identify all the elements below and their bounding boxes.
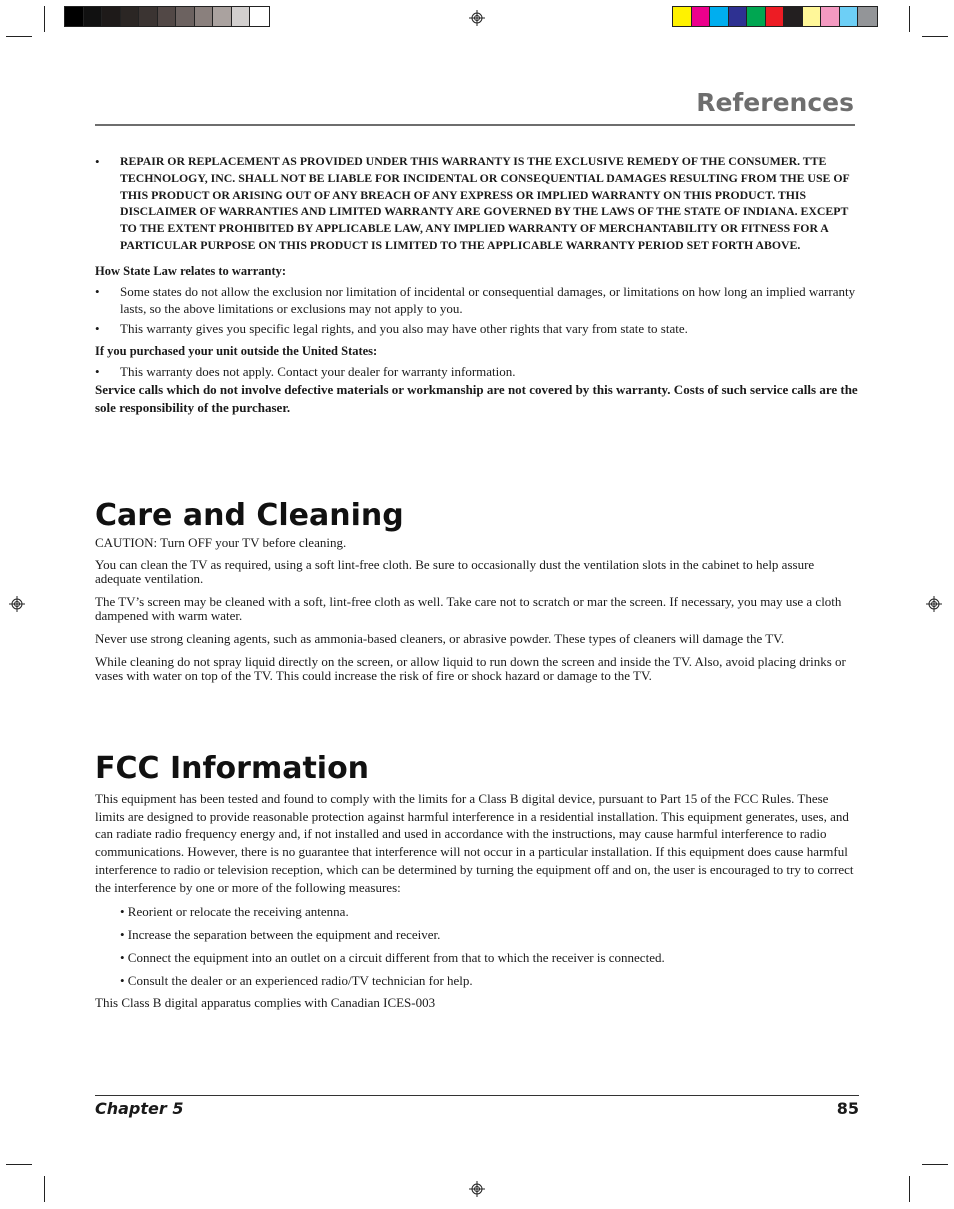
state-law-heading: How State Law relates to warranty:	[95, 263, 287, 278]
registration-mark-icon	[926, 596, 942, 612]
list-item: • Reorient or relocate the receiving antenna.	[120, 904, 349, 920]
care-cleaning-title: Care and Cleaning	[95, 498, 404, 533]
footer-page-number: 85	[836, 1099, 859, 1118]
remedy-clause: REPAIR OR REPLACEMENT AS PROVIDED UNDER THIS WARRANTY IS THE EXCLUSIVE REMEDY OF THE CONSUMER. TTE TECHNOLOGY, INC. SHALL NOT BE LIABLE FOR INCIDENTAL OR CONSEQUENTIAL DAMAGES RESULTING FROM THE USE OF THIS PRODUCT OR ARISING OUT OF ANY BREACH OF ANY EXPRESS OR IMPLIED WARRANTY ON THIS PRODUCT. THIS DISCLAIMER OF WARRANTIES AND LIMITED WARRANTY ARE GOVERNED BY THE LAWS OF THE STATE OF INDIANA. EXCEPT TO THE EXTENT PROHIBITED BY APPLICABLE LAW, ANY IMPLIED WARRANTY OF MERCHANTABILITY OR FITNESS FOR A PARTICULAR PURPOSE ON THIS PRODUCT IS LIMITED TO THE APPLICABLE WARRANTY PERIOD SET FORTH ABOVE.	[120, 154, 850, 252]
bullet: •	[95, 283, 100, 299]
fcc-measures-list	[95, 903, 859, 989]
care-paragraph: CAUTION: Turn OFF your TV before cleaning.	[95, 535, 347, 550]
color-swatch	[673, 7, 692, 26]
color-swatch	[821, 7, 840, 26]
crop-mark	[6, 36, 32, 37]
registration-mark-icon	[469, 1181, 485, 1197]
canada-compliance: This Class B digital apparatus complies with Canadian ICES-003	[95, 995, 436, 1011]
header-rule	[95, 124, 855, 126]
color-swatch	[232, 7, 251, 26]
crop-mark	[909, 1176, 910, 1202]
care-paragraph: While cleaning do not spray liquid directly on the screen, or allow liquid to run down the screen and inside the TV. Also, avoid placing drinks or vases with water on top of the TV. This could increase the risk of fire or shock hazard or damage to the TV.	[95, 654, 846, 683]
state-law-item: This warranty gives you specific legal rights, and you also may have other rights that vary from state to state.	[120, 320, 688, 336]
color-swatch	[766, 7, 785, 26]
care-paragraph: You can clean the TV as required, using a soft lint-free cloth. Be sure to occasionally dust the ventilation slots in the cabinet to help assure adequate ventilation.	[95, 557, 815, 586]
color-swatch	[158, 7, 177, 26]
outside-us-item: This warranty does not apply. Contact your dealer for warranty information.	[120, 363, 516, 379]
registration-mark-icon	[9, 596, 25, 612]
crop-mark	[922, 36, 948, 37]
color-swatch-strip	[672, 6, 878, 27]
care-paragraph: Never use strong cleaning agents, such as ammonia-based cleaners, or abrasive powder. These types of cleaners will damage the TV.	[95, 631, 785, 646]
color-swatch	[250, 7, 269, 26]
care-cleaning-section	[95, 536, 859, 683]
list-item: • Connect the equipment into an outlet on a circuit different from that to which the receiver is connected.	[120, 950, 665, 966]
color-swatch	[102, 7, 121, 26]
outside-us-heading: If you purchased your unit outside the United States:	[95, 343, 378, 358]
grayscale-swatch-strip	[64, 6, 270, 27]
bullet: •	[95, 320, 100, 336]
bullet: •	[95, 363, 100, 379]
color-swatch	[840, 7, 859, 26]
color-swatch	[139, 7, 158, 26]
warranty-section	[95, 153, 859, 417]
color-swatch	[747, 7, 766, 26]
color-swatch	[195, 7, 214, 26]
crop-mark	[44, 1176, 45, 1202]
list-item	[95, 363, 859, 380]
color-swatch	[84, 7, 103, 26]
list-item	[95, 153, 859, 254]
bullet: •	[95, 154, 100, 169]
fcc-title: FCC Information	[95, 751, 370, 786]
crop-mark	[6, 1164, 32, 1165]
footer-rule	[95, 1095, 859, 1096]
color-swatch	[692, 7, 711, 26]
color-swatch	[858, 7, 877, 26]
list-item	[95, 320, 859, 337]
list-item	[95, 283, 859, 317]
crop-mark	[922, 1164, 948, 1165]
state-law-item: Some states do not allow the exclusion nor limitation of incidental or consequential damages, or limitations on how long an implied warranty lasts, so the above limitations or exclusions may not apply to you.	[120, 283, 856, 316]
fcc-section	[95, 790, 859, 1012]
service-calls-note: Service calls which do not involve defective materials or workmanship are not covered by this warranty. Costs of such service calls are the sole responsibility of the purchaser.	[95, 381, 858, 415]
registration-mark-icon	[469, 10, 485, 26]
color-swatch	[213, 7, 232, 26]
list-item: • Increase the separation between the equipment and receiver.	[120, 927, 441, 943]
footer-chapter: Chapter 5	[95, 1099, 184, 1118]
color-swatch	[176, 7, 195, 26]
color-swatch	[784, 7, 803, 26]
color-swatch	[710, 7, 729, 26]
color-swatch	[65, 7, 84, 26]
crop-mark	[44, 6, 45, 32]
color-swatch	[121, 7, 140, 26]
fcc-intro: This equipment has been tested and found to comply with the limits for a Class B digital device, pursuant to Part 15 of the FCC Rules. These limits are designed to provide reasonable protection against harmful interference in a residential installation. This equipment generates, uses, and can radiate radio frequency energy and, if not installed and used in accordance with the instructions, may cause harmful interference to radio communications. However, there is no guarantee that interference will not occur in a particular installation. If this equipment does cause harmful interference to radio or television reception, which can be determined by turning the equipment off and on, the user is encouraged to try to correct the interference by one or more of the following measures:	[95, 791, 854, 895]
color-swatch	[803, 7, 822, 26]
color-swatch	[729, 7, 748, 26]
list-item: • Consult the dealer or an experienced radio/TV technician for help.	[120, 973, 473, 989]
section-title: References	[696, 88, 854, 117]
crop-mark	[909, 6, 910, 32]
care-paragraph: The TV’s screen may be cleaned with a soft, lint-free cloth as well. Take care not to scratch or mar the screen. If necessary, you may use a cloth dampened with warm water.	[95, 594, 842, 623]
